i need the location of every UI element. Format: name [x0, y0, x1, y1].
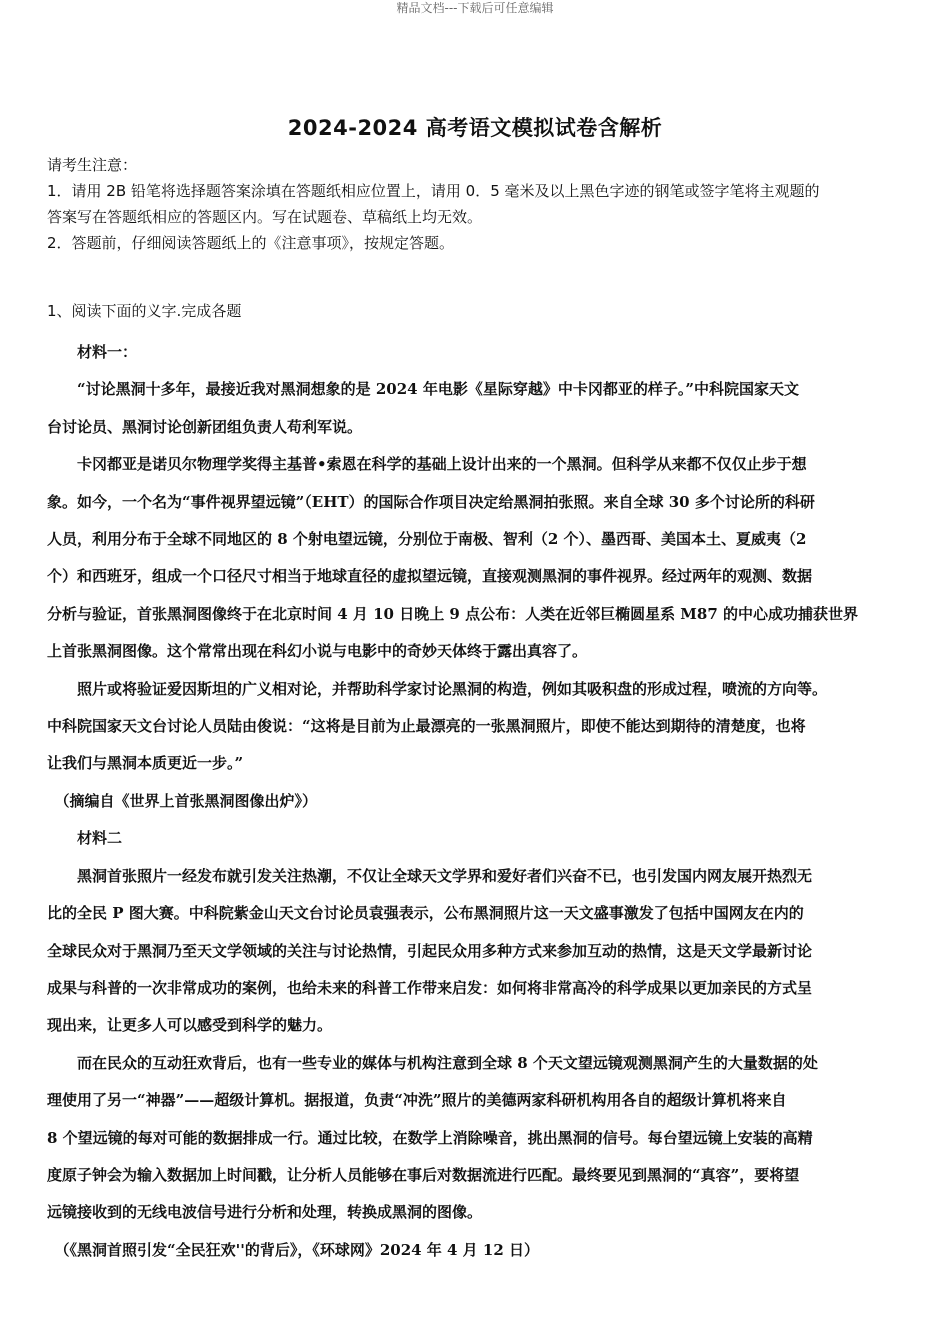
header-watermark: 精品文档---下载后可任意编辑 — [396, 1, 554, 15]
exam-notice — [47, 152, 907, 256]
document-title: 2024-2024 高考语文模拟试卷含解析 — [287, 116, 663, 140]
passage-line: “讨论黑洞十多年，最接近我对黑洞想象的是 2024 年电影《星际穿越》中卡冈都亚的样子。”中科院国家天文 — [47, 380, 799, 399]
passage-line: 远镜接收到的无线电波信号进行分析和处理，转换成黑洞的图像。 — [47, 1203, 483, 1222]
passage-line: 现出来，让更多人可以感受到科学的魅力。 — [47, 1016, 333, 1035]
notice-line-2: 答案写在答题纸相应的答题区内。写在试题卷、草稿纸上均无效。 — [47, 208, 483, 226]
passage-line: 理使用了另一“神器”——超级计算机。据报道，负责“冲洗”照片的美德两家科研机构用各自的超级计算机将来自 — [47, 1091, 787, 1110]
question-prompt: 1、阅读下面的义字.完成各题 — [47, 302, 242, 320]
passage-line: 8 个望远镜的每对可能的数据排成一行。通过比较，在数学上消除噪音，挑出黑洞的信号。每台望远镜上安装的高精 — [47, 1128, 813, 1147]
passage-line: 度原子钟会为输入数据加上时间戳，让分析人员能够在事后对数据流进行匹配。最终要见到黑洞的“真容”，要将望 — [47, 1165, 800, 1184]
notice-line-3: 2．答题前，仔细阅读答题纸上的《注意事项》，按规定答题。 — [47, 234, 455, 252]
passage-line: 分析与验证，首张黑洞图像终于在北京时间 4 月 10 日晚上 9 点公布：人类在近邻巨椭圆星系 M87 的中心成功捕获世界 — [47, 604, 859, 623]
passage-line: 材料一： — [47, 343, 138, 361]
passage-line: 成果与科普的一次非常成功的案例，也给未来的科普工作带来启发：如何将非常高冷的科学成果以更加亲民的方式呈 — [47, 978, 813, 997]
passage-line: 黑洞首张照片一经发布就引发关注热潮，不仅让全球天文学界和爱好者们兴奋不已，也引发国内网友展开热烈无 — [47, 866, 813, 885]
passage-line: 照片或将验证爱因斯坦的广义相对论，并帮助科学家讨论黑洞的构造，例如其吸积盘的形成过程，喷流的方向等。 — [47, 679, 828, 698]
passage-line: 象。如今，一个名为“事件视界望远镜”（EHT）的国际合作项目决定给黑洞拍张照。来自全球 30 多个讨论所的科研 — [47, 492, 815, 511]
passage-line: 让我们与黑洞本质更近一步。” — [47, 754, 244, 773]
notice-line-1: 1．请用 2B 铅笔将选择题答案涂填在答题纸相应位置上，请用 0．5 毫米及以上黑色字迹的钢笔或签字笔将主观题的 — [47, 182, 820, 200]
notice-heading: 请考生注意： — [47, 156, 138, 174]
passage-line: 而在民众的互动狂欢背后，也有一些专业的媒体与机构注意到全球 8 个天文望远镜观测黑洞产生的大量数据的处 — [47, 1053, 818, 1072]
passage-line: 材料二 — [47, 829, 123, 848]
passage-line: 全球民众对于黑洞乃至天文学领域的关注与讨论热情，引起民众用多种方式来参加互动的热情，这是天文学最新讨论 — [47, 941, 813, 960]
passage-line: 卡冈都亚是诺贝尔物理学奖得主基普•索恩在科学的基础上设计出来的一个黑洞。但科学从来都不仅仅止步于想 — [47, 455, 807, 474]
passage-line: 人员，利用分布于全球不同地区的 8 个射电望远镜，分别位于南极、智利（2 个）、墨西哥、美国本土、夏威夷（2 — [47, 530, 807, 549]
passage-line: 个）和西班牙，组成一个口径尺寸相当于地球直径的虚拟望远镜，直接观测黑洞的事件视界。经过两年的观测、数据 — [47, 567, 813, 586]
reading-passage — [47, 334, 907, 1269]
passage-line: 中科院国家天文台讨论人员陆由俊说：“这将是目前为止最漂亮的一张黑洞照片，即使不能达到期待的清楚度，也将 — [47, 717, 806, 736]
passage-line: 比的全民 P 图大赛。中科院紫金山天文台讨论员袁强表示，公布黑洞照片这一天文盛事激发了包括中国网友在内的 — [47, 904, 804, 923]
source-citation-1: （摘编自《世界上首张黑洞图像出炉》） — [47, 791, 318, 810]
source-citation-2: （《黑洞首照引发“全民狂欢''的背后》，《环球网》2024 年 4 月 12 日） — [47, 1240, 539, 1259]
passage-line: 台讨论员、黑洞讨论创新团组负责人苟利军说。 — [47, 417, 363, 436]
passage-line: 上首张黑洞图像。这个常常出现在科幻小说与电影中的奇妙天体终于露出真容了。 — [47, 642, 588, 661]
